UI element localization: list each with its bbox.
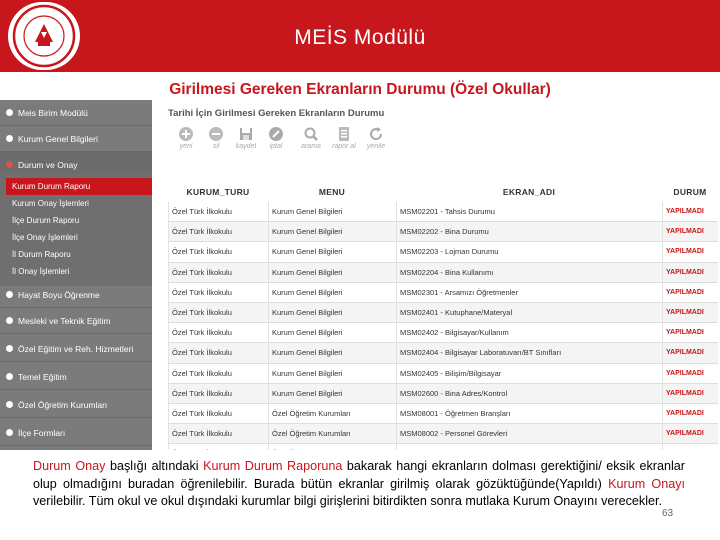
cell-kurum-turu: Özel Türk İlkokulu <box>168 343 268 363</box>
cell-menu: Kurum Genel Bilgileri <box>268 283 396 303</box>
sidebar-item-label: Kurum Genel Bilgileri <box>18 133 98 144</box>
sidebar-submenu <box>0 174 152 286</box>
bullet-icon <box>6 109 13 116</box>
sidebar-item-label: Durum ve Onay <box>18 159 78 170</box>
cell-ekran-adi: MSM02402 - Bilgisayar/Kullanım <box>396 323 662 343</box>
bullet-icon <box>6 291 13 298</box>
cell-ekran-adi: MSM02600 - Bina Adres/Kontrol <box>396 384 662 404</box>
cell-ekran-adi <box>396 444 662 450</box>
submenu-il-durum-raporu[interactable]: İl Durum Raporu <box>12 250 71 259</box>
cell-kurum-turu: Özel Türk İlkokulu <box>168 323 268 343</box>
cell-durum: YAPILMADI <box>662 303 718 323</box>
save-icon <box>238 126 254 142</box>
cell-menu: Kurum Genel Bilgileri <box>268 263 396 283</box>
cell-ekran-adi: MSM02404 - Bilgisayar Laboratuvarı/BT Sınıfları <box>396 343 662 363</box>
column-header-durum[interactable]: DURUM <box>673 187 707 197</box>
cell-kurum-turu: Özel Türk İlkokulu <box>168 364 268 384</box>
caption-text <box>33 458 685 511</box>
cell-menu: Kurum Genel Bilgileri <box>268 202 396 222</box>
delete-icon <box>208 126 224 142</box>
caption-segment: verilebilir. Tüm okul ve okul dışındaki kurumlar bilgi girişlerini bitirdikten sonra mutlaka Kurum Onayını verecekler. <box>33 494 663 508</box>
cell-kurum-turu: Özel Türk İlkokulu <box>168 424 268 444</box>
tool-label: yenile <box>366 143 386 150</box>
cell-menu: Kurum Genel Bilgileri <box>268 323 396 343</box>
table-row[interactable] <box>168 283 718 303</box>
column-header-menu[interactable]: MENU <box>318 187 346 197</box>
sidebar-item-label: Özel Öğretim Kurumları <box>18 399 108 410</box>
cell-ekran-adi: MSM08002 - Personel Görevleri <box>396 424 662 444</box>
cell-durum: YAPILMADI <box>662 242 718 262</box>
panel-title: Tarihi İçin Girilmesi Gereken Ekranların Durumu <box>168 108 385 119</box>
cell-menu: Kurum Genel Bilgileri <box>268 242 396 262</box>
caption-segment: bakarak hangi ekranların dolması gerektiğini/ eksik ekranlar olup olmadığını buradan öğrenilebilir. Burada bütün ekranlar girilmiş olarak gözüktüğünde(Yapıldı) <box>33 459 685 491</box>
app-screenshot <box>0 100 720 450</box>
cell-durum: YAPILMADI <box>662 424 718 444</box>
cell-kurum-turu: Özel Türk İlkokulu <box>168 283 268 303</box>
tool-label: yeni <box>179 143 193 150</box>
sidebar-item-hayat-boyu[interactable] <box>0 282 152 308</box>
submenu-kurum-onay[interactable]: Kurum Onay İşlemleri <box>12 199 89 208</box>
cell-durum: YAPILMADI <box>662 384 718 404</box>
cell-kurum-turu: Özel Türk İlkokulu <box>168 384 268 404</box>
cell-durum: YAPILMADI <box>662 343 718 363</box>
submenu-ilce-onay[interactable]: İlçe Onay İşlemleri <box>12 233 78 242</box>
table-row[interactable] <box>168 343 718 363</box>
sidebar-item-ozel-ogretim[interactable] <box>0 392 152 418</box>
sidebar-item-label: Mesleki ve Teknik Eğitim <box>18 315 111 326</box>
page-number: 63 <box>662 508 674 519</box>
sidebar-item-meis-birim[interactable] <box>0 100 152 126</box>
tool-label: kaydet <box>235 143 257 150</box>
cell-kurum-turu: Özel Türk İlkokulu <box>168 202 268 222</box>
cell-kurum-turu: Özel Türk İlkokulu <box>168 242 268 262</box>
table-row[interactable] <box>168 323 718 343</box>
cell-ekran-adi: MSM02203 - Lojman Durumu <box>396 242 662 262</box>
slide-title: Girilmesi Gereken Ekranların Durumu (Özel Okullar) <box>169 81 551 98</box>
tool-label: arama <box>301 143 321 150</box>
cell-menu: Özel Öğretim Kurumları <box>268 404 396 424</box>
bullet-icon <box>6 135 13 142</box>
bullet-icon <box>6 345 13 352</box>
cell-menu: Kurum Genel Bilgileri <box>268 384 396 404</box>
cell-menu: Kurum Genel Bilgileri <box>268 303 396 323</box>
main-panel <box>158 100 720 450</box>
cell-ekran-adi: MSM02202 - Bina Durumu <box>396 222 662 242</box>
refresh-icon <box>368 126 384 142</box>
table-row[interactable] <box>168 303 718 323</box>
cancel-icon <box>268 126 284 142</box>
cell-kurum-turu: Özel Türk İlkokulu <box>168 222 268 242</box>
caption-highlight: Durum Onay <box>33 459 106 473</box>
table-row[interactable] <box>168 444 718 450</box>
column-header-ekran-adi[interactable]: EKRAN_ADI <box>502 187 556 197</box>
table-row[interactable] <box>168 384 718 404</box>
cell-ekran-adi: MSM02204 - Bina Kullanımı <box>396 263 662 283</box>
table-row[interactable] <box>168 404 718 424</box>
new-icon <box>178 126 194 142</box>
header-banner <box>0 0 720 72</box>
cell-ekran-adi: MSM02201 - Tahsis Durumu <box>396 202 662 222</box>
report-icon <box>336 126 352 142</box>
sidebar-item-temel-egitim[interactable] <box>0 364 152 390</box>
cell-menu: Kurum Genel Bilgileri <box>268 222 396 242</box>
table-row[interactable] <box>168 202 718 222</box>
cell-durum: YAPILMADI <box>662 404 718 424</box>
table-row[interactable] <box>168 364 718 384</box>
bullet-icon <box>6 317 13 324</box>
search-icon <box>303 126 319 142</box>
sidebar <box>0 100 152 450</box>
cancel-button[interactable] <box>256 126 296 160</box>
sidebar-item-mesleki-teknik[interactable] <box>0 308 152 334</box>
refresh-button[interactable] <box>356 126 396 160</box>
caption-segment: başlığı altındaki <box>105 459 204 473</box>
table-row[interactable] <box>168 263 718 283</box>
column-header-kurum-turu[interactable]: KURUM_TURU <box>186 187 250 197</box>
cell-menu: Kurum Genel Bilgileri <box>268 343 396 363</box>
tool-label: rapor al <box>332 143 356 150</box>
submenu-ilce-durum-raporu[interactable]: İlçe Durum Raporu <box>12 216 80 225</box>
cell-kurum-turu: Özel Türk İlkokulu <box>168 263 268 283</box>
table-header <box>168 184 718 200</box>
bullet-icon <box>6 401 13 408</box>
sidebar-item-label: İlçe Formları <box>18 427 66 438</box>
cell-durum: YAPILMADI <box>662 222 718 242</box>
table-row[interactable] <box>168 424 718 444</box>
bullet-icon <box>6 161 13 168</box>
sidebar-item-label: Hayat Boyu Öğrenme <box>18 289 100 300</box>
cell-ekran-adi: MSM02405 - Bilişim/Bilgisayar <box>396 364 662 384</box>
cell-durum: YAPILMADI <box>662 202 718 222</box>
cell-menu: Kurum Genel Bilgileri <box>268 364 396 384</box>
cell-durum: YAPILMADI <box>662 283 718 303</box>
toolbar <box>166 126 706 160</box>
cell-menu: Özel Öğretim Kurumları <box>268 424 396 444</box>
submenu-il-onay[interactable]: İl Onay İşlemleri <box>12 267 70 276</box>
cell-ekran-adi: MSM08001 - Öğretmen Branşları <box>396 404 662 424</box>
sidebar-item-label: Temel Eğitim <box>18 371 67 382</box>
cell-ekran-adi: MSM02401 - Kutuphane/Materyal <box>396 303 662 323</box>
submenu-kurum-durum-raporu[interactable]: Kurum Durum Raporu <box>6 178 152 195</box>
caption-highlight: Kurum Durum Raporuna <box>203 459 343 473</box>
cell-kurum-turu: Özel Türk İlkokulu <box>168 404 268 424</box>
cell-durum: YAPILMADI <box>662 364 718 384</box>
module-title: MEİS Modülü <box>294 26 426 49</box>
tool-label: iptal <box>269 143 283 150</box>
sidebar-item-ozel-egitim[interactable] <box>0 336 152 362</box>
bullet-icon <box>6 429 13 436</box>
table-row[interactable] <box>168 242 718 262</box>
cell-kurum-turu <box>168 444 268 450</box>
cell-durum <box>662 444 718 450</box>
cell-ekran-adi: MSM02301 - Arsamızı Öğretmenler <box>396 283 662 303</box>
cell-durum: YAPILMADI <box>662 323 718 343</box>
cell-kurum-turu: Özel Türk İlkokulu <box>168 303 268 323</box>
cell-durum: YAPILMADI <box>662 263 718 283</box>
bullet-icon <box>6 373 13 380</box>
sidebar-item-kurum-genel[interactable] <box>0 126 152 152</box>
caption-highlight: Kurum Onayı <box>608 476 686 491</box>
table-row[interactable] <box>168 222 718 242</box>
tool-label: sil <box>212 143 220 150</box>
sidebar-item-label: Meis Birim Modülü <box>18 107 88 118</box>
sidebar-item-label: Özel Eğitim ve Reh. Hizmetleri <box>18 343 134 354</box>
sidebar-item-ilce-formlari[interactable] <box>0 420 152 446</box>
cell-menu <box>268 444 396 450</box>
